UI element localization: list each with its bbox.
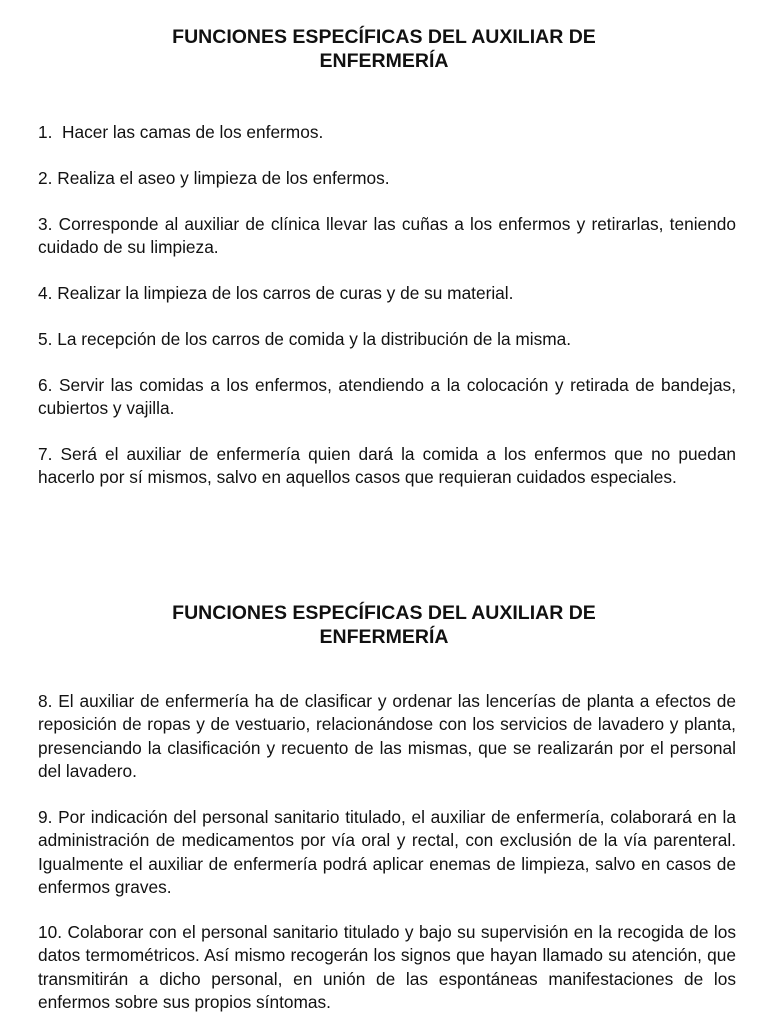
item-5: 5. La recepción de los carros de comida y la distribución de la misma. xyxy=(38,329,572,349)
item-1: 1. Hacer las camas de los enfermos. xyxy=(38,122,324,142)
item-8: 8. El auxiliar de enfermería ha de clasificar y ordenar las lencerías de planta a efectos de reposición de ropas y de vestuario, relacionándose con los servicios de lavadero y planta, presenciando la clasificación y recuento de las mismas, que se realizarán por el personal del lavadero. xyxy=(38,691,736,782)
section1-title xyxy=(0,25,768,73)
section2-title-line2: ENFERMERÍA xyxy=(319,626,449,648)
item-9: 9. Por indicación del personal sanitario titulado, el auxiliar de enfermería, colaborará en la administración de medicamentos por vía oral y rectal, con exclusión de la vía parenteral. Igualmente el auxiliar de enfermería podrá aplicar enemas de limpieza, salvo en casos de enfermos graves. xyxy=(38,807,736,898)
item-4: 4. Realizar la limpieza de los carros de curas y de su material. xyxy=(38,283,514,303)
section1-title-line2: ENFERMERÍA xyxy=(319,50,449,72)
item-6: 6. Servir las comidas a los enfermos, atendiendo a la colocación y retirada de bandejas, cubiertos y vajilla. xyxy=(38,375,736,419)
section2-title-line1: FUNCIONES ESPECÍFICAS DEL AUXILIAR DE xyxy=(172,602,596,624)
item-10: 10. Colaborar con el personal sanitario titulado y bajo su supervisión en la recogida de los datos termométricos. Así mismo recogerán los signos que hayan llamado su atención, que transmitirán a dicho personal, en unión de las espontáneas manifestaciones de los enfermos sobre sus propios síntomas. xyxy=(38,922,736,1013)
item-7: 7. Será el auxiliar de enfermería quien dará la comida a los enfermos que no puedan hacerlo por sí mismos, salvo en aquellos casos que requieran cuidados especiales. xyxy=(38,444,736,488)
item-2: 2. Realiza el aseo y limpieza de los enfermos. xyxy=(38,168,390,188)
section1-title-line1: FUNCIONES ESPECÍFICAS DEL AUXILIAR DE xyxy=(172,26,596,48)
section2-title xyxy=(0,601,768,649)
item-3: 3. Corresponde al auxiliar de clínica llevar las cuñas a los enfermos y retirarlas, teniendo cuidado de su limpieza. xyxy=(38,214,736,258)
